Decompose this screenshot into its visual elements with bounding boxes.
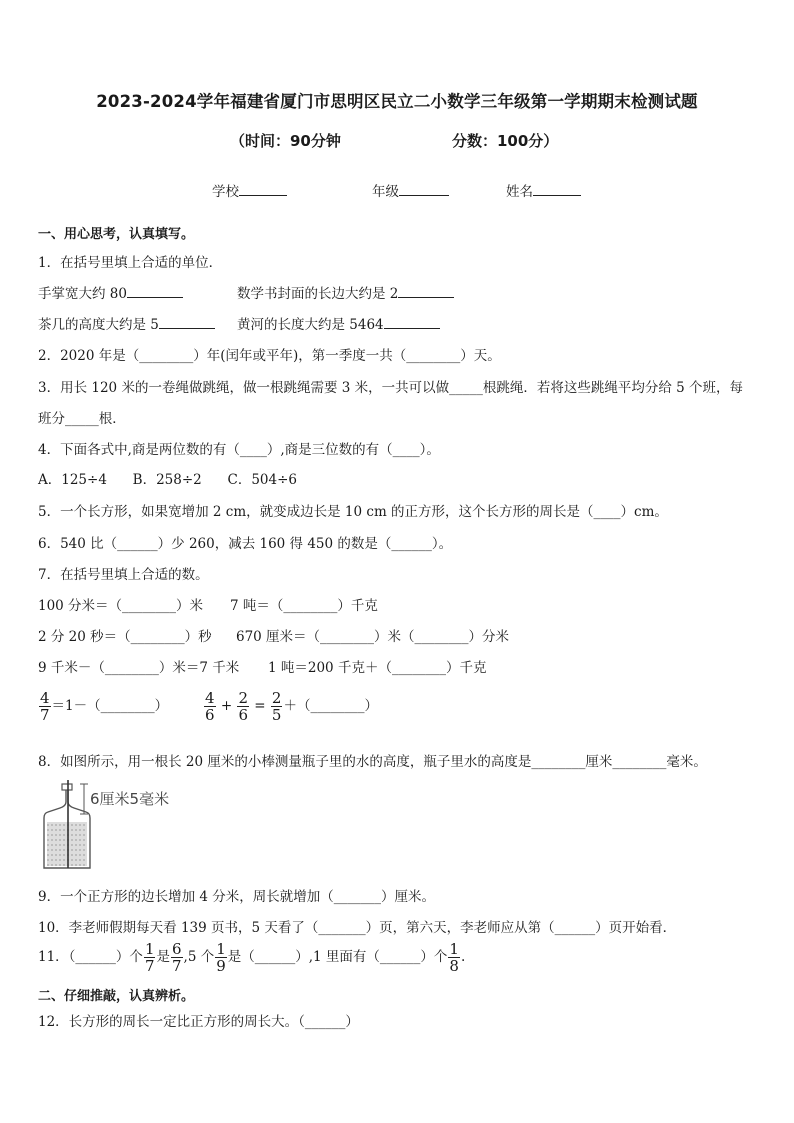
q11-f1-den: 7: [144, 957, 155, 975]
q11-part3: ,5 个: [183, 949, 215, 965]
q1-c-blank[interactable]: [159, 316, 215, 329]
q5: 5．一个长方形，如果宽增加 2 cm，就变成边长是 10 cm 的正方形，这个长方形的周长是（____）cm。: [38, 504, 668, 520]
q7-frac-2-5: [271, 690, 283, 723]
q7-frac-4-7: [39, 690, 51, 723]
q11-f4-num: 1: [449, 940, 459, 958]
school-blank[interactable]: [239, 183, 287, 196]
q11-frac-6-7: [171, 941, 183, 974]
q7-equals: =: [254, 698, 266, 714]
q7-frac1-den: 7: [40, 706, 50, 724]
q1-b-text: 数学书封面的长边大约是 2: [237, 286, 399, 302]
q7-eq2-rest: ＋（________）: [283, 698, 378, 714]
q10: 10．李老师假期每天看 139 页书，5 天看了（_______）页，第六天，李老师应从第（______）页开始看．: [38, 920, 677, 936]
q9: 9．一个正方形的边长增加 4 分米，周长就增加（_______）厘米。: [38, 889, 436, 905]
q11-f3-den: 9: [216, 957, 226, 975]
q7-b: 7 吨＝（________）千克: [230, 598, 378, 614]
q7-a: 100 分米＝（________）米: [38, 598, 204, 614]
grade-label: 年级: [372, 184, 399, 200]
q12: 12．长方形的周长一定比正方形的周长大。（______）: [38, 1014, 359, 1030]
q11-frac-1-7: [144, 941, 156, 974]
q7-frac-4-6: [204, 690, 216, 723]
q11-frac-1-9: [215, 941, 227, 974]
section-1-heading: 一、用心思考，认真填写。: [38, 227, 195, 242]
q11-f1-num: 1: [144, 940, 155, 958]
q11-f2-num: 6: [171, 940, 182, 958]
q7-frac4-num: 2: [271, 689, 282, 707]
exam-time: （时间：90分钟: [230, 132, 341, 150]
exam-score: 分数：100分）: [452, 132, 559, 150]
q7-frac4-den: 5: [271, 706, 282, 724]
q4-stem: 4．下面各式中,商是两位数的有（____）,商是三位数的有（____）。: [38, 442, 440, 458]
q3-line1: 3．用长 120 米的一卷绳做跳绳，做一根跳绳需要 3 米，一共可以做_____根跳绳．若将这些跳绳平均分给 5 个班，每: [38, 380, 744, 396]
q1-d-text: 黄河的长度大约是 5464: [237, 317, 384, 333]
q7-frac3-num: 2: [238, 689, 248, 707]
q11-part2: 是: [156, 949, 170, 965]
water-fill: [47, 822, 87, 866]
page-title: 2023-2024学年福建省厦门市思明区民立二小数学三年级第一学期期末检测试题: [96, 92, 698, 111]
school-label: 学校: [212, 184, 239, 200]
q1-a-blank[interactable]: [127, 285, 183, 298]
q11-f3-num: 1: [216, 940, 226, 958]
q7-c: 2 分 20 秒＝（________）秒: [38, 629, 212, 645]
q1-c-text: 茶几的高度大约是 5: [38, 317, 159, 333]
q7-equation-2: [203, 690, 378, 723]
q2: 2．2020 年是（________）年(闰年或平年)，第一季度一共（________）天。: [38, 348, 501, 364]
q11-frac-1-8: [448, 941, 460, 974]
q7-frac-2-6: [237, 690, 249, 723]
name-blank[interactable]: [533, 183, 581, 196]
bottle-cap: [62, 784, 72, 790]
q1-b-blank[interactable]: [398, 285, 454, 298]
q1-stem: 1．在括号里填上合适的单位．: [38, 255, 223, 271]
q3-line2: 班分_____根．: [38, 411, 126, 427]
q1-b: [237, 282, 454, 302]
q7-e: 9 千米－（________）米＝7 千米: [38, 660, 240, 676]
grade-field: [372, 180, 449, 200]
q7-f: 1 吨＝200 千克＋（________）千克: [268, 660, 487, 676]
q7-plus: +: [220, 698, 233, 714]
q7-d: 670 厘米＝（________）米（________）分米: [236, 629, 510, 645]
q7-frac2-den: 6: [205, 706, 215, 724]
q11-part4: 是（______）,1 里面有（______）个: [227, 949, 448, 965]
grade-blank[interactable]: [399, 183, 449, 196]
section-2-heading: 二、仔细推敲，认真辨析。: [38, 989, 195, 1004]
q1-c: [38, 313, 215, 333]
q11-part1: 11．（______）个: [38, 949, 143, 965]
q7-stem: 7．在括号里填上合适的数。: [38, 567, 209, 583]
q1-a: [38, 282, 183, 302]
q11-f4-den: 8: [449, 957, 459, 975]
q11: [38, 941, 465, 974]
q1-d-blank[interactable]: [384, 316, 440, 329]
q11-f2-den: 7: [171, 957, 182, 975]
q7-frac2-num: 4: [205, 689, 215, 707]
name-label: 姓名: [506, 184, 533, 200]
q7-equation-1: [38, 690, 168, 723]
q7-frac3-den: 6: [238, 706, 248, 724]
q7-frac1-num: 4: [40, 689, 50, 707]
q1-a-text: 手掌宽大约 80: [38, 286, 127, 302]
q7-eq1-rest: ＝1－（________）: [51, 698, 169, 714]
q11-part5: .: [460, 949, 466, 965]
figure-label: 6厘米5毫米: [90, 790, 170, 808]
bottle-figure: [38, 778, 188, 874]
school-field: [212, 180, 287, 200]
q1-d: [237, 313, 440, 333]
q8-stem: 8．如图所示，用一根长 20 厘米的小棒测量瓶子里的水的高度，瓶子里水的高度是________厘米________毫米。: [38, 754, 707, 770]
name-field: [506, 180, 581, 200]
q4-options: A．125÷4 B．258÷2 C．504÷6: [38, 472, 297, 488]
q6: 6．540 比（______）少 260，减去 160 得 450 的数是（______）。: [38, 536, 453, 552]
